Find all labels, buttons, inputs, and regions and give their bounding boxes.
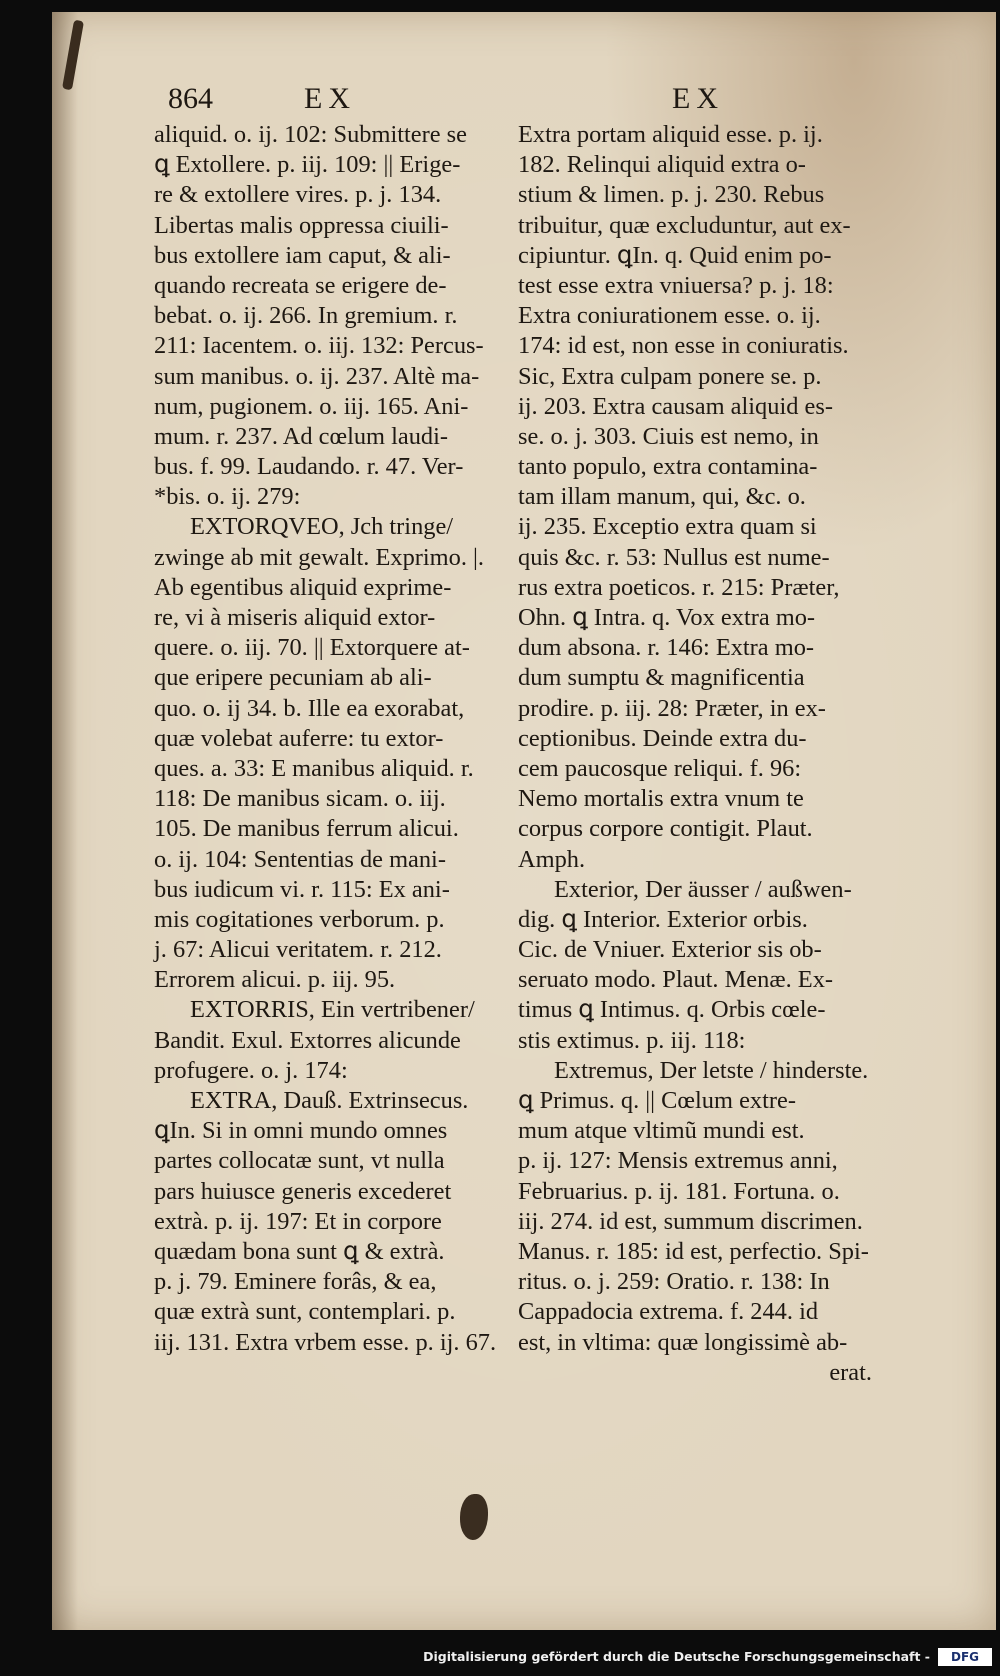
text-line: Errorem alicui. p. iij. 95. <box>154 966 396 994</box>
text-line: stium & limen. p. j. 230. Rebus <box>518 181 825 209</box>
text-line: bus iudicum vi. r. 115: Ex ani- <box>154 875 450 903</box>
text-line: ceptionibus. Deinde extra du- <box>518 724 807 752</box>
text-line: prodire. p. iij. 28: Præter, in ex- <box>518 694 826 722</box>
text-line: aliquid. o. ij. 102: Submittere se <box>154 121 467 148</box>
text-line: mis cogitationes verborum. p. <box>154 905 445 933</box>
text-line: 211: Iacentem. o. iij. 132: Percus- <box>154 332 484 360</box>
text-line: stis extimus. p. iij. 118: <box>518 1026 746 1054</box>
text-line: bus. f. 99. Laudando. r. 47. Ver- <box>154 453 464 481</box>
text-line: Libertas malis oppressa ciuili- <box>154 211 449 239</box>
text-line: p. j. 79. Eminere forâs, & ea, <box>154 1268 437 1296</box>
text-line: 118: De manibus sicam. o. iij. <box>154 785 446 813</box>
text-line: Amph. <box>518 845 586 873</box>
text-line: 174: id est, non esse in coniuratis. <box>518 332 849 360</box>
running-head-right: EX <box>672 82 724 115</box>
text-line: Nemo mortalis extra vnum te <box>518 785 804 813</box>
text-line: j. 67: Alicui veritatem. r. 212. <box>154 936 442 964</box>
text-line: quædam bona sunt ꝗ & extrà. <box>154 1237 445 1265</box>
text-line: tanto populo, extra contamina- <box>518 453 818 481</box>
text-line: mum atque vltimũ mundi est. <box>518 1117 805 1145</box>
text-line: Ohn. ꝗ Intra. q. Vox extra mo- <box>518 604 816 631</box>
text-line: extrà. p. ij. 197: Et in corpore <box>154 1207 442 1235</box>
text-line: ritus. o. j. 259: Oratio. r. 138: In <box>518 1268 830 1296</box>
text-line: ij. 203. Extra causam aliquid es- <box>518 392 833 420</box>
text-line: Bandit. Exul. Extorres alicunde <box>154 1026 461 1054</box>
text-line: ꝗIn. Si in omni mundo omnes <box>154 1117 448 1145</box>
text-line: ꝗ Extollere. p. iij. 109: || Erige- <box>154 151 461 179</box>
text-line: dum sumptu & magnificentia <box>518 664 805 692</box>
text-line: quis &c. r. 53: Nullus est nume- <box>518 543 830 571</box>
running-head-left: EX <box>304 82 356 115</box>
text-line: dum absona. r. 146: Extra mo- <box>518 634 815 662</box>
text-line: tribuitur, quæ excluduntur, aut ex- <box>518 211 851 239</box>
text-line: Exterior, Der äusser / außwen- <box>554 875 852 903</box>
page-number: 864 <box>168 82 213 115</box>
gutter-shadow <box>52 12 78 1630</box>
dfg-logo: DFG <box>938 1648 992 1666</box>
text-line: bus extollere iam caput, & ali- <box>154 241 451 269</box>
ink-stain <box>460 1494 488 1540</box>
text-line: Ab egentibus aliquid exprime- <box>154 573 452 601</box>
text-line: Februarius. p. ij. 181. Fortuna. o. <box>518 1177 840 1205</box>
scanned-page <box>52 12 996 1630</box>
text-line: tam illam manum, qui, &c. o. <box>518 483 806 511</box>
text-line: est, in vltima: quæ longissimè ab- <box>518 1328 848 1356</box>
text-line: erat. <box>829 1358 872 1386</box>
text-line: Extra portam aliquid esse. p. ij. <box>518 121 823 148</box>
page-header <box>52 82 996 122</box>
text-line: ij. 235. Exceptio extra quam si <box>518 513 817 541</box>
text-line: quo. o. ij 34. b. Ille ea exorabat, <box>154 694 465 722</box>
text-line: *bis. o. ij. 279: <box>154 483 301 511</box>
text-line: ꝗ Primus. q. || Cœlum extre- <box>518 1087 796 1114</box>
funding-notice: Digitalisierung gefördert durch die Deutsche Forschungsgemeinschaft - <box>423 1649 930 1664</box>
text-line: que eripere pecuniam ab ali- <box>154 664 432 692</box>
text-line: se. o. j. 303. Ciuis est nemo, in <box>518 422 819 450</box>
text-line: pars huiusce generis excederet <box>154 1177 452 1205</box>
text-line: corpus corpore contigit. Plaut. <box>518 815 813 843</box>
text-line: num, pugionem. o. iij. 165. Ani- <box>154 392 469 420</box>
text-line: cem paucosque reliqui. f. 96: <box>518 754 802 782</box>
text-line: re & extollere vires. p. j. 134. <box>154 181 442 209</box>
right-column <box>518 120 874 1388</box>
text-line: quando recreata se erigere de- <box>154 271 447 299</box>
digitization-footer <box>0 1640 1000 1676</box>
text-line: sum manibus. o. ij. 237. Altè ma- <box>154 362 480 390</box>
text-line: Sic, Extra culpam ponere se. p. <box>518 362 822 390</box>
text-line: EXTRA, Dauß. Extrinsecus. <box>190 1087 469 1114</box>
text-line: EXTORQVEO, Jch tringe/ <box>190 513 454 541</box>
text-line: 105. De manibus ferrum alicui. <box>154 815 459 843</box>
text-line: p. ij. 127: Mensis extremus anni, <box>518 1147 838 1175</box>
text-line: Cappadocia extrema. f. 244. id <box>518 1298 819 1326</box>
text-line: o. ij. 104: Sententias de mani- <box>154 845 446 873</box>
text-line: mum. r. 237. Ad cœlum laudi- <box>154 422 449 450</box>
left-column <box>154 120 504 1358</box>
text-line: 182. Relinqui aliquid extra o- <box>518 151 806 179</box>
text-line: seruato modo. Plaut. Menæ. Ex- <box>518 966 834 994</box>
text-line: quere. o. iij. 70. || Extorquere at- <box>154 634 470 662</box>
text-line: iij. 131. Extra vrbem esse. p. ij. 67. <box>154 1328 497 1356</box>
text-line: dig. ꝗ Interior. Exterior orbis. <box>518 905 808 933</box>
text-line: Extra coniurationem esse. o. ij. <box>518 302 821 330</box>
text-line: EXTORRIS, Ein vertribener/ <box>190 996 475 1024</box>
text-line: ques. a. 33: E manibus aliquid. r. <box>154 754 474 782</box>
text-line: cipiuntur. ꝗIn. q. Quid enim po- <box>518 241 832 269</box>
text-line: Manus. r. 185: id est, perfectio. Spi- <box>518 1237 869 1265</box>
text-line: timus ꝗ Intimus. q. Orbis cœle- <box>518 996 826 1024</box>
text-line: Extremus, Der letste / hinderste. <box>554 1056 869 1084</box>
text-line: rus extra poeticos. r. 215: Præter, <box>518 573 840 601</box>
text-line: profugere. o. j. 174: <box>154 1056 348 1084</box>
text-line: Cic. de Vniuer. Exterior sis ob- <box>518 936 822 964</box>
text-line: quæ extrà sunt, contemplari. p. <box>154 1298 456 1326</box>
text-line: quæ volebat auferre: tu extor- <box>154 724 444 752</box>
text-line: partes collocatæ sunt, vt nulla <box>154 1147 445 1175</box>
text-line: iij. 274. id est, summum discrimen. <box>518 1207 863 1235</box>
text-line: bebat. o. ij. 266. In gremium. r. <box>154 302 458 330</box>
text-line: re, vi à miseris aliquid extor- <box>154 604 436 631</box>
text-line: test esse extra vniuersa? p. j. 18: <box>518 271 834 299</box>
text-line: zwinge ab mit gewalt. Exprimo. |. <box>154 543 485 571</box>
